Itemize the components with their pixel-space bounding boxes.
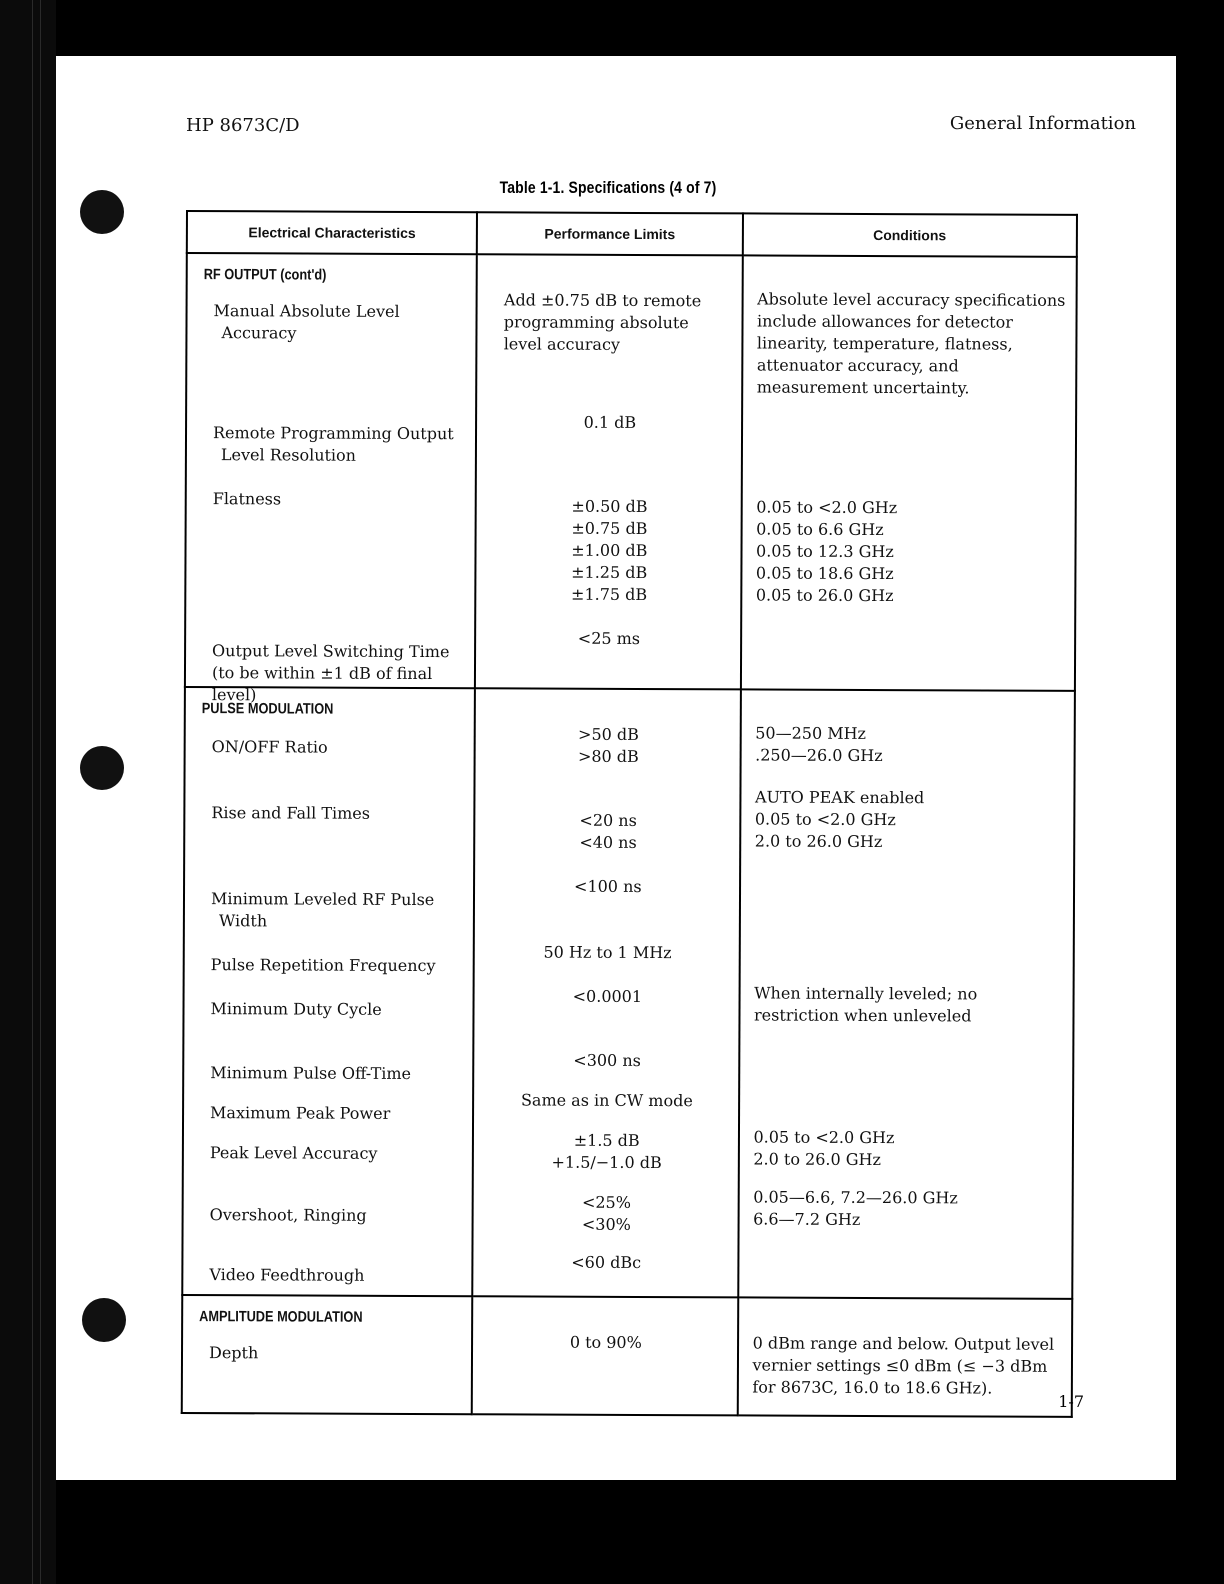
column-header: Conditions [742,213,1077,256]
spec-limit: <100 ns [574,876,642,896]
spec-limit: ±1.5 dB +1.5/−1.0 dB [551,1130,662,1173]
spec-limit: <25 ms [577,628,641,648]
spec-name: Peak Level Accuracy [209,1143,378,1163]
spec-name: ON/OFF Ratio [211,737,328,757]
binder-hole-bottom [82,1298,126,1342]
spec-name: Manual Absolute Level Accuracy [213,301,400,343]
spec-limit: 0.1 dB [583,412,637,432]
document-page [56,56,1176,1480]
table-header-row [187,211,1077,257]
spec-name: Output Level Switching Time (to be within ±1 dB of final level) [211,641,450,705]
column-header: Performance Limits [477,212,742,255]
header-model: HP 8673C/D [186,115,300,136]
spec-condition: AUTO PEAK enabled 0.05 to <2.0 GHz 2.0 to 26.0 GHz [754,787,925,852]
spec-condition: Absolute level accuracy specifications include allowances for detector linearity, temperature, flatness, attenuator accuracy, and measurement uncertainty. [756,289,1066,398]
spec-name: Maximum Peak Power [210,1103,391,1123]
specifications-table [181,210,1078,1418]
spec-limit: 50 Hz to 1 MHz [543,942,672,963]
spec-name: Pulse Repetition Frequency [210,955,436,976]
section-amplitude-modulation [182,1295,1073,1417]
spec-limit: Add ±0.75 dB to remote programming absolute level accuracy [503,290,702,354]
spec-name: Minimum Duty Cycle [210,999,382,1019]
column-header: Electrical Characteristics [187,211,477,254]
spec-name: Minimum Leveled RF Pulse Width [210,889,435,931]
spec-limit: <0.0001 [572,986,643,1006]
spec-condition: 0.05—6.6, 7.2—26.0 GHz 6.6—7.2 GHz [753,1187,958,1229]
spec-limit: <20 ns <40 ns [579,810,637,852]
spec-limit: 0 to 90% [569,1332,642,1352]
binder-hole-top [80,190,124,234]
spec-limit: <300 ns [573,1050,641,1070]
spec-name: Overshoot, Ringing [209,1205,367,1225]
spec-name: Video Feedthrough [209,1265,365,1285]
spec-condition: 0 dBm range and below. Output level vernier settings ≤0 dBm (≤ −3 dBm for 8673C, 16.0 to 18.6 GHz). [752,1333,1055,1398]
spec-limit: >50 dB >80 dB [577,724,639,766]
section-rf-output [185,253,1077,691]
spec-limit: Same as in CW mode [520,1090,693,1111]
spec-condition: 0.05 to <2.0 GHz 0.05 to 6.6 GHz 0.05 to 12.3 GHz 0.05 to 18.6 GHz 0.05 to 26.0 GHz [755,497,898,606]
spec-limit: <25% <30% [581,1192,631,1234]
spec-condition: 0.05 to <2.0 GHz 2.0 to 26.0 GHz [753,1127,895,1170]
scan-edge-left [0,0,56,1584]
spec-name: Depth [208,1343,259,1363]
table-caption: Table 1-1. Specifications (4 of 7) [499,178,717,197]
spec-name: Minimum Pulse Off-Time [210,1063,412,1083]
section-pulse-modulation [182,687,1075,1299]
section-title: RF OUTPUT (cont'd) [203,266,327,284]
spec-condition: 50—250 MHz .250—26.0 GHz [755,723,883,766]
spec-name: Remote Programming Output Level Resolution [212,423,454,465]
section-title: PULSE MODULATION [201,700,334,718]
page-number: 1-7 [1058,1392,1084,1411]
binder-hole-middle [80,746,124,790]
spec-name: Flatness [212,489,282,509]
section-title: AMPLITUDE MODULATION [199,1308,363,1326]
spec-limit: ±0.50 dB ±0.75 dB ±1.00 dB ±1.25 dB ±1.75 dB [571,496,648,605]
spec-limit: <60 dBc [571,1252,642,1272]
header-section: General Information [949,113,1136,134]
spec-name: Rise and Fall Times [211,803,371,823]
spec-condition: When internally leveled; no restriction when unleveled [753,983,978,1026]
